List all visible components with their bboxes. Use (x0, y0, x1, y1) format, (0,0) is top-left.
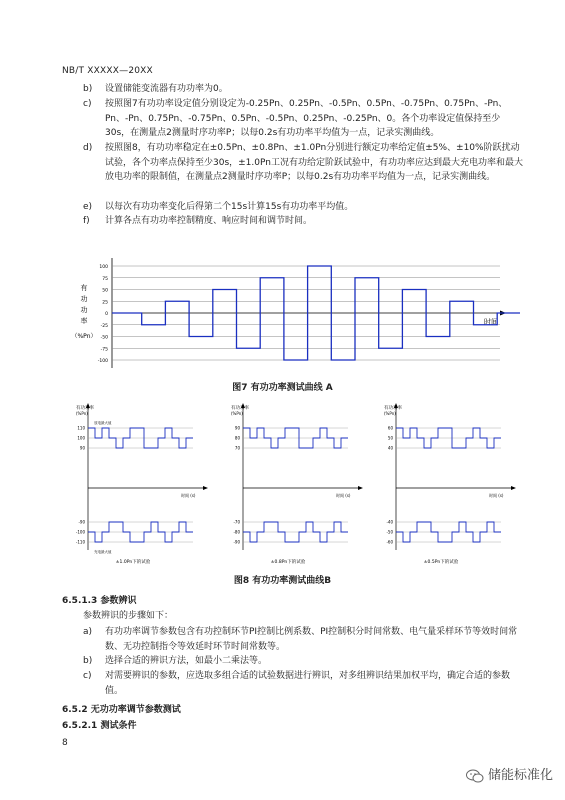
y-tick-label: -25 (100, 323, 108, 329)
panel-caption: ±0.8Pn下的试验 (270, 560, 306, 565)
section-heading: 6.5.2.1 测试条件 (62, 721, 137, 731)
y-axis-label: 有功功率 (384, 406, 402, 411)
y-axis-unit: (%Pn) (384, 411, 396, 416)
y-tick-label: 50 (387, 435, 393, 441)
panel-caption: ±1.0Pn下的试验 (115, 560, 151, 565)
item-text: 计算各点有功功率控制精度、响应时间和调节时间。 (105, 216, 313, 226)
item-marker: c) (83, 99, 92, 109)
list-item (83, 625, 523, 652)
max-charge-note: 充电最大值 (94, 550, 112, 554)
y-axis-unit: (%Pn) (231, 411, 243, 416)
list-item (83, 654, 523, 669)
x-axis-label: 时间 (s) (489, 493, 504, 498)
y-tick-label: -40 (386, 519, 393, 525)
item-marker: b) (83, 84, 93, 94)
figure-8-panel (384, 403, 516, 565)
y-tick-label: -75 (100, 347, 108, 353)
y-tick-label: -110 (75, 539, 85, 545)
section-intro: 参数辨识的步骤如下： (83, 611, 174, 621)
y-tick-label: 0 (105, 312, 108, 317)
list-item (83, 214, 523, 229)
watermark-text: 储能标准化 (487, 768, 553, 783)
max-discharge-note: 放电最大值 (94, 421, 112, 425)
y-tick-label: -80 (233, 529, 240, 535)
y-tick-label: -90 (233, 539, 240, 545)
document-code: NB/T XXXXX—20XX (62, 66, 153, 76)
figure-8 (68, 400, 528, 570)
figure-7-caption: 图7 有功功率测试曲线 A (232, 383, 333, 393)
y-tick-label: 70 (234, 445, 240, 451)
list-item (83, 200, 523, 215)
list-item (83, 97, 523, 138)
x-axis-arrow (511, 486, 516, 490)
y-tick-label: 100 (77, 435, 85, 441)
y-axis-unit: （%Pn） (71, 333, 97, 340)
y-tick-label: 25 (102, 300, 108, 306)
y-tick-label: -90 (78, 519, 85, 525)
item-text: 按照图7有功功率设定值分别设定为-0.25Pn、0.25Pn、-0.5Pn、0.5Pn、-0.75Pn、0.75Pn、-Pn、Pn、-Pn、0.75Pn、-0.75Pn、0.5Pn、-0.5Pn、0.25Pn、-0.25Pn、0。各个功率设定值保持至少30s，在测量点2测量时序功率P；以每0.2s有功功率平均值为一点，记录实测曲线。 (105, 99, 508, 138)
figure-8-panel (231, 403, 363, 565)
figure-8-caption: 图8 有功功率测试曲线B (233, 576, 332, 586)
panel-caption: ±0.5Pn下的试验 (423, 560, 459, 565)
y-tick-label: -100 (97, 359, 108, 364)
item-text: 有功功率调节参数包含有功控制环节PI控制比例系数、PI控制积分时间常数、电气量采样环节等效时间常数、无功控制指令等效延时环节时间常数等。 (105, 627, 518, 652)
list-item (83, 669, 523, 696)
page-number: 8 (62, 738, 68, 748)
item-text: 对需要辨识的参数，应选取多组合适的试验数据进行辨识，对多组辨识结果加权平均，确定合适的参数值。 (105, 671, 511, 696)
y-axis-label-char: 功 (80, 295, 88, 303)
y-tick-label: 110 (77, 425, 85, 431)
y-axis-label: 有功功率 (231, 406, 249, 411)
y-axis-label: 有功功率 (76, 406, 94, 411)
x-axis-label: 时间 (484, 318, 498, 326)
y-axis-label-char: 率 (80, 317, 88, 325)
figure-8-chart (68, 400, 528, 570)
x-axis-label: 时间 (s) (181, 493, 196, 498)
y-tick-label: -70 (233, 519, 240, 525)
x-axis-arrow (203, 486, 208, 490)
y-tick-label: 60 (387, 425, 393, 431)
x-axis-arrow (358, 486, 363, 490)
item-marker: d) (83, 143, 93, 153)
y-axis-label (71, 283, 96, 340)
y-tick-label: 40 (387, 445, 393, 451)
list-item (83, 82, 523, 97)
item-text: 选择合适的辨识方法，如最小二乘法等。 (105, 656, 268, 666)
item-text: 按照图8，有功功率稳定在±0.5Pn、±0.8Pn、±1.0Pn分别进行额定功率给定值±5%、±10%阶跃扰动试验，各个功率点保持至少30s，±1.0Pn工况有功给定阶跃试验中，有功功率应达到最大充电功率和最大放电功率的限制值，在测量点2测量时序功率P；以每0.2s有功功率平均值为一点，记录实测曲线。 (105, 143, 523, 182)
y-tick-label: 100 (99, 265, 108, 270)
y-tick-label: -50 (386, 529, 393, 535)
item-text: 设置储能变流器有功功率为0。 (105, 84, 228, 94)
y-axis-label-char: 功 (80, 306, 88, 314)
figure-8-panel (76, 403, 208, 565)
y-axis-label-char: 有 (80, 284, 88, 292)
y-tick-label: -50 (100, 335, 108, 341)
y-tick-label: 50 (102, 288, 108, 294)
y-tick-label: -60 (386, 539, 393, 545)
section-heading: 6.5.1.3 参数辨识 (62, 596, 137, 606)
y-tick-label: -100 (75, 529, 85, 535)
item-text: 以每次有功功率变化后得第二个15s计算15s有功功率平均值。 (105, 202, 354, 212)
section-heading: 6.5.2 无功功率调节参数测试 (62, 705, 181, 715)
x-axis-label: 时间 (s) (336, 493, 351, 498)
y-tick-label: 75 (102, 276, 108, 282)
y-axis-unit: (%Pn) (76, 411, 88, 416)
figure-7 (60, 252, 520, 374)
item-marker: b) (83, 656, 93, 666)
y-tick-label: 90 (234, 425, 240, 431)
y-tick-label: 80 (234, 435, 240, 441)
figure-7-chart (60, 252, 520, 374)
watermark (466, 764, 553, 783)
item-marker: f) (83, 216, 90, 226)
list-item (83, 141, 523, 182)
item-marker: a) (83, 627, 93, 637)
item-marker: e) (83, 202, 93, 212)
item-marker: c) (83, 671, 92, 681)
y-tick-label: 90 (79, 445, 85, 451)
wechat-icon (466, 769, 484, 783)
